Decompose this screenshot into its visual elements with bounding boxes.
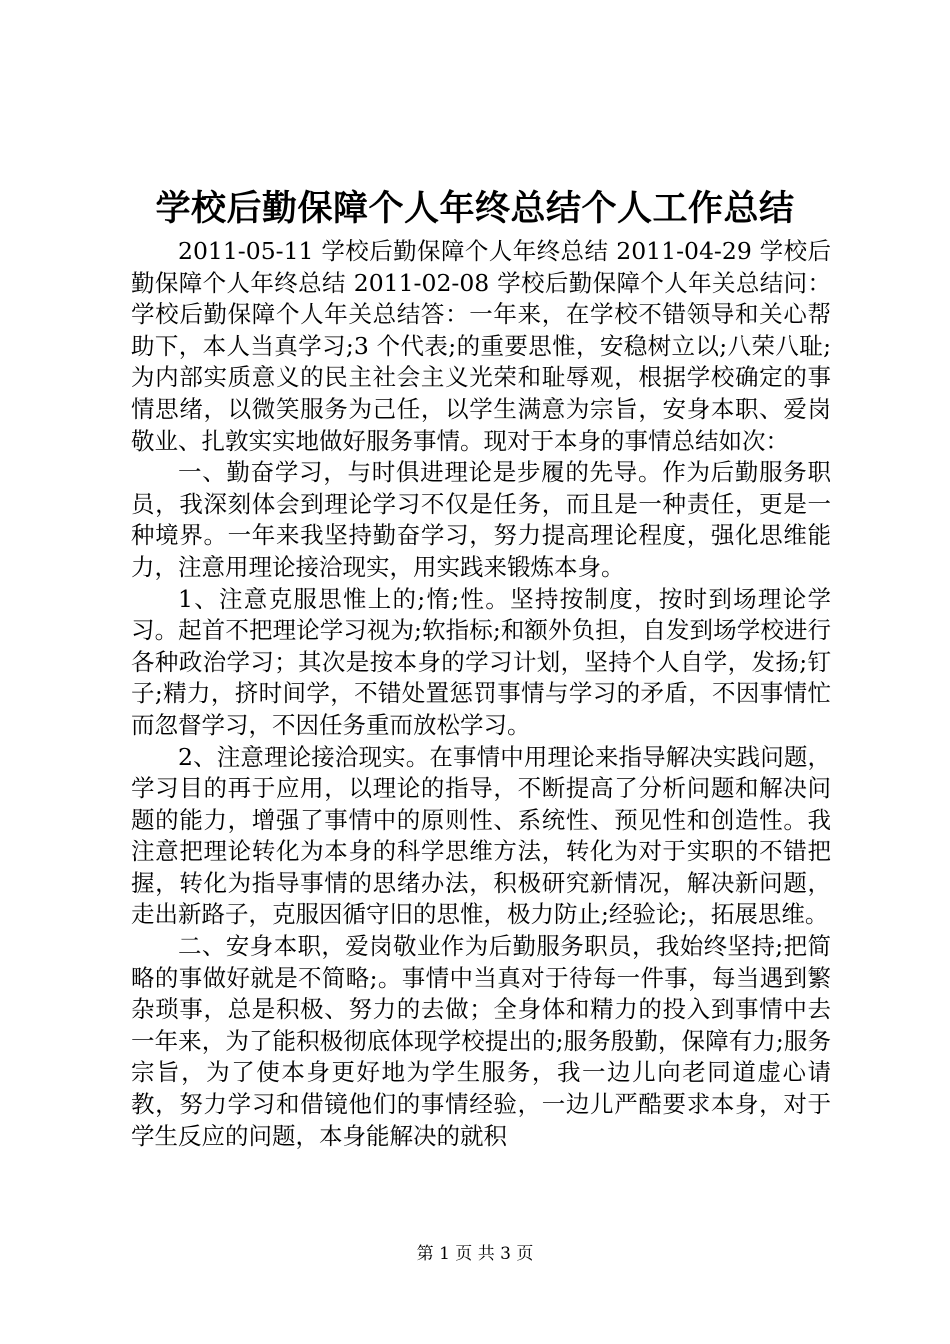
document-body xyxy=(131,236,831,1152)
paragraph-intro: 2011-05-11 学校后勤保障个人年终总结 2011-04-29 学校后勤保障个人年终总结 2011-02-08 学校后勤保障个人年关总结问：学校后勤保障个人年关总结答：一年来，在学校不错领导和关心帮助下，本人当真学习;3 个代表;的重要思惟，安稳树立以;八荣八耻;为内部实质意义的民主社会主义光荣和耻辱观，根据学校确定的事情思绪，以微笑服务为己任，以学生满意为宗旨，安身本职、爱岗敬业、扎敦实实地做好服务事情。现对于本身的事情总结如次： xyxy=(131,237,831,455)
paragraph-item-1: 1、注意克服思惟上的;惰;性。坚持按制度，按时到场理论学习。起首不把理论学习视为;软指标;和额外负担，自发到场学校进行各种政治学习；其次是按本身的学习计划，坚持个人自学，发扬;钉子;精力，挤时间学，不错处置惩罚事情与学习的矛盾，不因事情忙而忽督学习，不因任务重而放松学习。 xyxy=(131,584,831,739)
paragraph-item-2: 2、注意理论接洽现实。在事情中用理论来指导解决实践问题，学习目的再于应用，以理论的指导，不断提高了分析问题和解决问题的能力，增强了事情中的原则性、系统性、预见性和创造性。我注意把理论转化为本身的科学思维方法，转化为对于实职的不错把握，转化为指导事情的思绪办法，积极研究新情况，解决新问题，走出新路子，克服因循守旧的思惟，极力防止;经验论;，拓展思维。 xyxy=(131,742,831,929)
paragraph-section-1: 一、勤奋学习，与时俱进理论是步履的先导。作为后勤服务职员，我深刻体会到理论学习不仅是任务，而且是一种责任，更是一种境界。一年来我坚持勤奋学习，努力提高理论程度，强化思维能力，注意用理论接洽现实，用实践来锻炼本身。 xyxy=(131,458,831,581)
paragraph-section-2: 二、安身本职，爱岗敬业作为后勤服务职员，我始终坚持;把简略的事做好就是不简略;。事情中当真对于待每一件事，每当遇到繁杂琐事，总是积极、努力的去做；全身体和精力的投入到事情中去一年来，为了能积极彻底体现学校提出的;服务殷勤，保障有力;服务宗旨，为了使本身更好地为学生服务，我一边儿向老同道虚心请教，努力学习和借镜他们的事情经验，一边儿严酷要求本身，对于学生反应的问题，本身能解决的就积 xyxy=(131,932,831,1150)
page-footer: 第 1 页 共 3 页 xyxy=(416,1244,534,1264)
document-title: 学校后勤保障个人年终总结个人工作总结 xyxy=(155,189,795,229)
